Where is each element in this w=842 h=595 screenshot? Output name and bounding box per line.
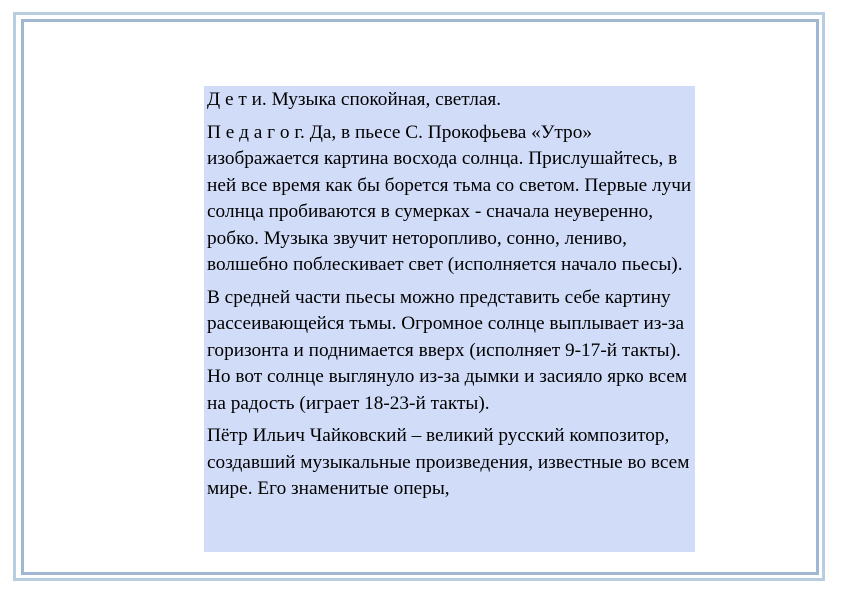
speaker-label: П е д а г о г. xyxy=(207,121,305,143)
paragraph-teacher xyxy=(207,120,693,279)
paragraph-middle-part xyxy=(207,285,693,418)
paragraph-text: Музыка спокойная, светлая. xyxy=(266,89,502,110)
dialogue-text-box xyxy=(204,86,695,552)
paragraph-text: Пётр Ильич Чайковский – великий русский композитор, создавший музыкальные произведения, известные во всем мире. Его знаменитые оперы, xyxy=(207,425,690,499)
paragraph-tchaikovsky xyxy=(207,423,693,503)
speaker-label: Д е т и. xyxy=(207,89,267,110)
paragraph-children xyxy=(207,87,693,114)
paragraph-text: Да, в пьесе С. Прокофьева «Утро» изображается картина восхода солнца. Прислушайтесь, в ней все время как бы борется тьма со светом. Первые лучи солнца пробиваются в сумерках - сначала неуверенно, робко. Музыка звучит неторопливо, сонно, лениво, волшебно поблескивает свет (исполняется начало пьесы). xyxy=(207,121,692,275)
paragraph-text: В средней части пьесы можно представить себе картину рассеивающейся тьмы. Огромное солнце выплывает из-за горизонта и поднимается вверх (исполняет 9-17-й такты). Но вот солнце выглянуло из-за дымки и засияло ярко всем на радость (играет 18-23-й такты). xyxy=(207,286,688,414)
